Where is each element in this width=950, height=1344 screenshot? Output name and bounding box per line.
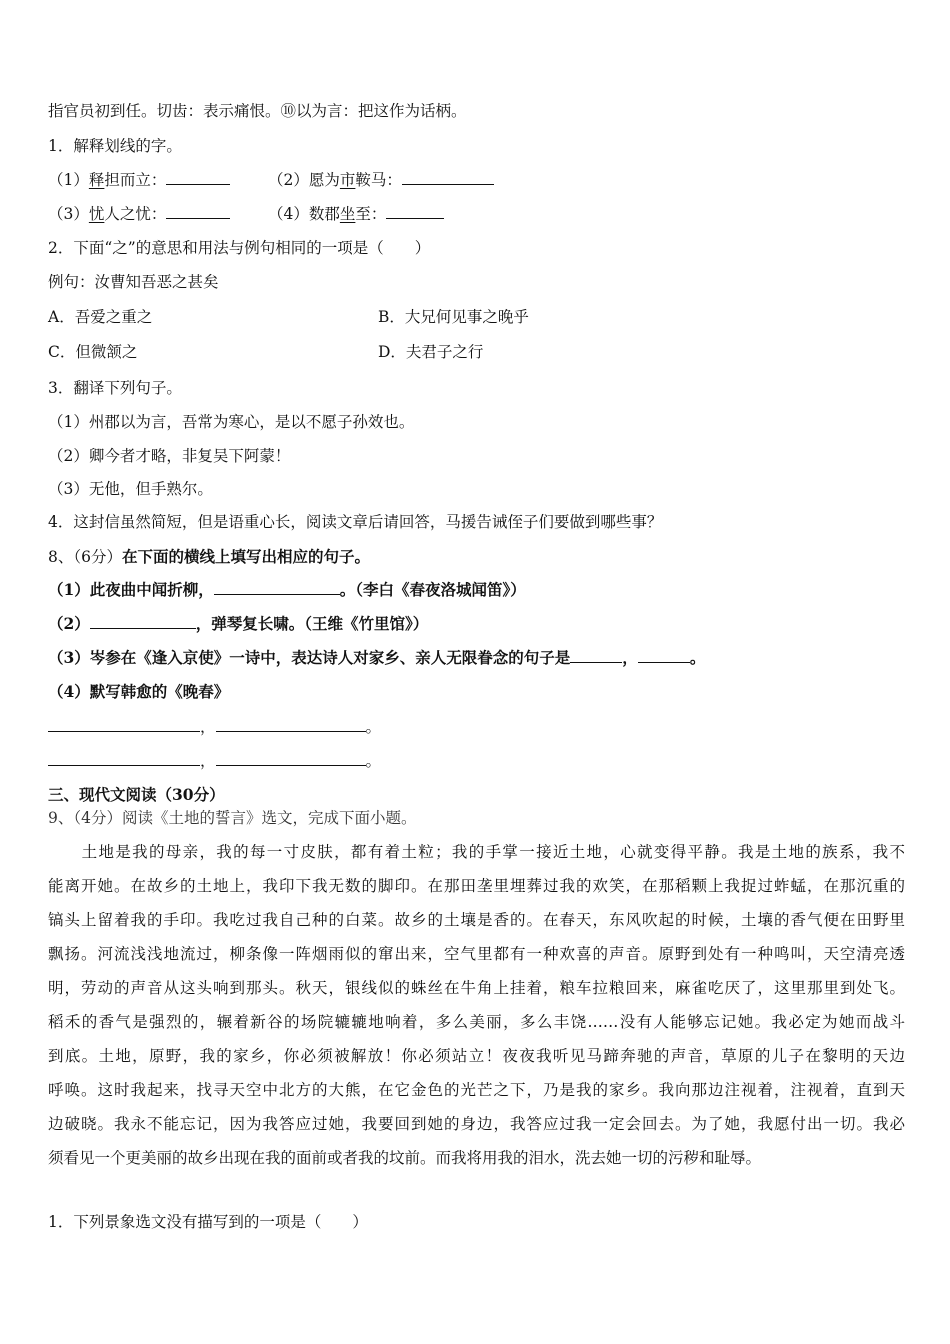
q8-item-2 [48, 614, 428, 634]
text: ，弹琴复长啸。（王维《竹里馆》） [195, 614, 429, 633]
passage-line: 飘扬。河流浅浅地流过，柳条像一阵烟雨似的窜出来，空气里都有一种欢喜的声音。原野到处有一种鸣叫，天空清亮透 [48, 945, 905, 963]
answer-blank[interactable] [48, 717, 200, 732]
q1-item-2 [268, 170, 494, 190]
item-text: 担而立： [104, 171, 167, 189]
answer-blank[interactable] [166, 170, 230, 185]
option-b[interactable]: B．大兄何见事之晚乎 [378, 308, 529, 326]
passage-line: 须看见一个更美丽的故乡出现在我的面前或者我的坟前。而我将用我的泪水，洗去她一切的污秽和耻辱。 [48, 1149, 762, 1167]
item-text: 至： [355, 205, 387, 223]
answer-blank[interactable] [216, 717, 366, 732]
passage-line: 呼唤。这时我起来，找寻天空中北方的大熊，在它金色的光芒之下，乃是我的家乡。我向那边注视着，注视着，直到天 [48, 1081, 905, 1099]
text: ， [200, 752, 216, 770]
q8-item-1 [48, 580, 526, 600]
passage-line: 明，劳动的声音从这头响到那头。秋天，银线似的蛛丝在牛角上挂着，粮车拉粮回来，麻雀吃厌了，这里那里到处飞。 [48, 979, 905, 997]
text: （1）此夜曲中闻折柳， [48, 580, 214, 599]
text: （3）岑参在《逢入京使》一诗中，表达诗人对家乡、亲人无限眷念的句子是 [48, 648, 571, 667]
item-text: 愿为 [308, 171, 340, 189]
text: 。（李白《春夜洛城闻笛》） [339, 580, 526, 599]
q3-item-1: （1）州郡以为言，吾常为寒心，是以不愿子孙效也。 [48, 413, 415, 431]
q1-item-1 [48, 170, 230, 190]
passage [48, 842, 905, 1182]
item-text: 鞍马： [355, 171, 402, 189]
poem-line-1 [48, 717, 381, 737]
item-num: （2） [268, 171, 309, 189]
answer-blank[interactable] [90, 614, 196, 629]
underlined-char: 坐 [339, 205, 356, 223]
item-num: （1） [48, 171, 89, 189]
answer-blank[interactable] [638, 648, 690, 663]
underlined-char: 市 [339, 171, 356, 189]
underlined-char: 释 [88, 171, 105, 189]
q8-item-3 [48, 648, 705, 668]
answer-blank[interactable] [214, 580, 340, 595]
passage-line: 到底。土地，原野，我的家乡，你必须被解放！你必须站立！夜夜我听见马蹄奔驰的声音，草原的儿子在黎明的天边 [48, 1047, 905, 1065]
option-a[interactable]: A．吾爱之重之 [48, 308, 153, 326]
text: ， [622, 648, 638, 667]
item-num: （3） [48, 205, 89, 223]
text: （2） [48, 614, 90, 633]
q8-prefix: 8、（6分） [48, 548, 122, 566]
answer-blank[interactable] [166, 204, 230, 219]
passage-line: 能离开她。在故乡的土地上，我印下我无数的脚印。在那田垄里埋葬过我的欢笑，在那稻颗上我捉过蚱蜢，在那沉重的 [48, 877, 905, 895]
section-heading: 三、现代文阅读（30分） [48, 785, 225, 804]
q1-item-4 [268, 204, 444, 224]
q8-title [48, 547, 370, 567]
q2-example: 例句：汝曹知吾恶之甚矣 [48, 273, 219, 291]
q8-instruction: 在下面的横线上填写出相应的句子。 [121, 547, 370, 566]
underlined-char: 忧 [88, 205, 105, 223]
text: 。 [689, 648, 706, 667]
q3-title: 3．翻译下列句子。 [48, 379, 182, 397]
item-text: 人之忧： [104, 205, 167, 223]
notes-line: 指官员初到任。切齿：表示痛恨。⑩以为言：把这作为话柄。 [48, 102, 467, 120]
text: 。 [365, 718, 382, 736]
q1-title: 1．解释划线的字。 [48, 137, 182, 155]
q1-item-3 [48, 204, 230, 224]
answer-blank[interactable] [48, 751, 200, 766]
passage-line: 边破晓。我永不能忘记，因为我答应过她，我要回到她的身边，我答应过我一定会回去。为了她，我愿付出一切。我必 [48, 1115, 905, 1133]
q9-sub-1: 1．下列景象选文没有描写到的一项是（ ） [48, 1213, 368, 1231]
option-c[interactable]: C．但微颔之 [48, 343, 138, 361]
passage-line: 土地是我的母亲，我的每一寸皮肤，都有着土粒；我的手掌一接近土地，心就变得平静。我是土地的族系，我不 [48, 843, 905, 861]
option-d[interactable]: D．夫君子之行 [378, 343, 484, 361]
answer-blank[interactable] [216, 751, 366, 766]
item-num: （4） [268, 205, 309, 223]
text: ， [200, 718, 216, 736]
passage-line: 镐头上留着我的手印。我吃过我自己种的白菜。故乡的土壤是香的。在春天，东风吹起的时候，土壤的香气便在田野里 [48, 911, 905, 929]
q8-item-4: （4）默写韩愈的《晚春》 [48, 682, 230, 701]
item-text: 数郡 [308, 205, 340, 223]
q3-item-3: （3）无他，但手熟尔。 [48, 480, 213, 498]
passage-line: 稻禾的香气是强烈的，辗着新谷的场院辘辘地响着，多么美丽，多么丰饶……没有人能够忘记她。我必定为她而战斗 [48, 1013, 905, 1031]
q2-title: 2．下面“之”的意思和用法与例句相同的一项是（ ） [48, 239, 431, 257]
answer-blank[interactable] [570, 648, 622, 663]
poem-line-2 [48, 751, 381, 771]
text: 。 [365, 752, 382, 770]
q3-item-2: （2）卿今者才略，非复吴下阿蒙！ [48, 447, 291, 465]
answer-blank[interactable] [386, 204, 444, 219]
answer-blank[interactable] [402, 170, 494, 185]
q9-title: 9、（4分）阅读《土地的誓言》选文，完成下面小题。 [48, 809, 417, 827]
q4: 4．这封信虽然简短，但是语重心长，阅读文章后请回答，马援告诫侄子们要做到哪些事？ [48, 513, 663, 531]
